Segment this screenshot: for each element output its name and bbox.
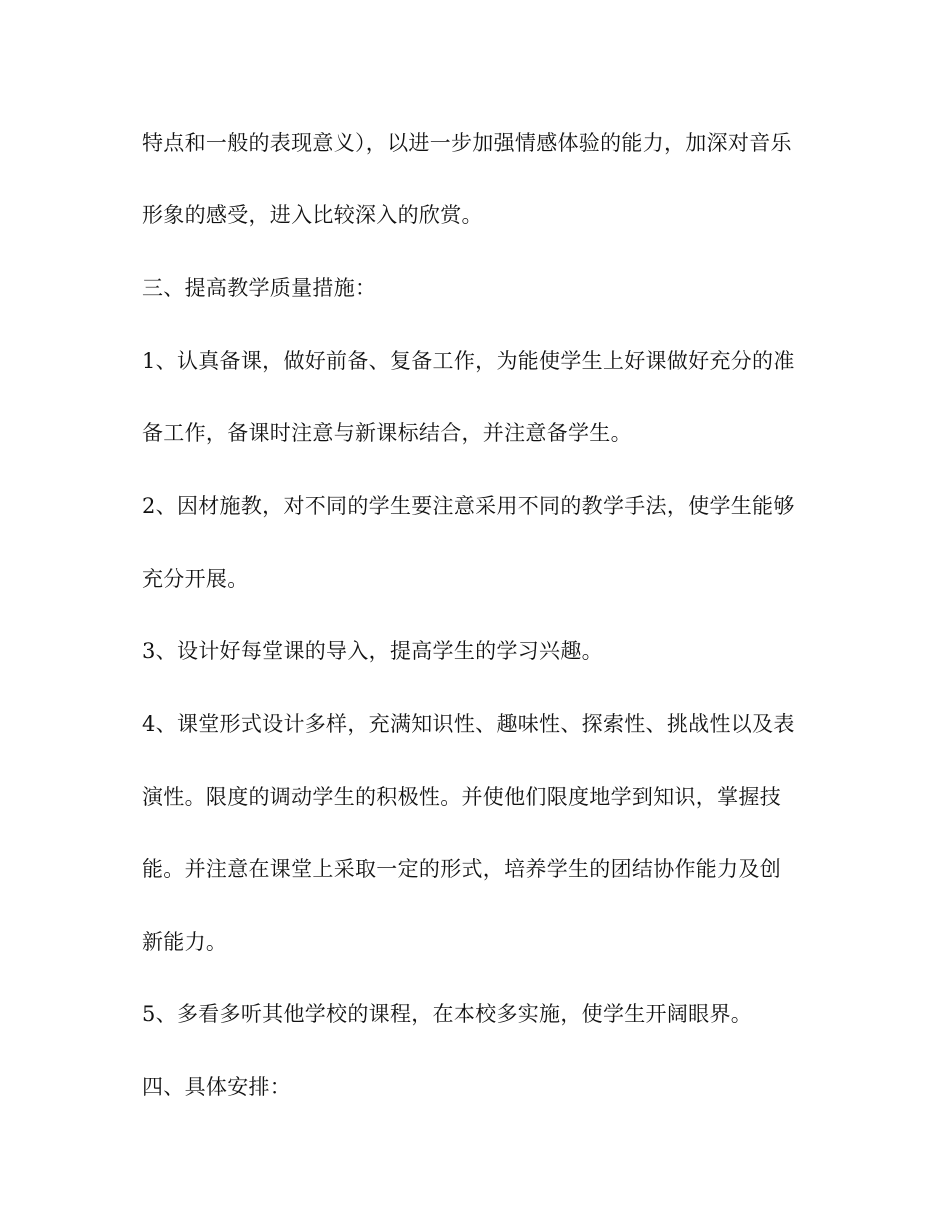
section-heading-4: 四、具体安排： (142, 1075, 292, 1099)
text-line-7: 充分开展。 (142, 567, 249, 591)
section-heading-3: 三、提高教学质量措施： (142, 276, 377, 300)
text-line-4: 1、认真备课，做好前备、复备工作，为能使学生上好课做好充分的准 (142, 349, 795, 373)
text-line-5: 备工作，备课时注意与新课标结合，并注意备学生。 (142, 421, 632, 445)
text-line-1: 特点和一般的表现意义），以进一步加强情感体验的能力，加深对音乐 (142, 131, 792, 155)
text-line-6: 2、因材施教，对不同的学生要注意采用不同的教学手法，使学生能够 (142, 494, 795, 518)
text-line-11: 能。并注意在课堂上采取一定的形式，培养学生的团结协作能力及创 (142, 857, 781, 881)
text-line-10: 演性。限度的调动学生的积极性。并使他们限度地学到知识，掌握技 (142, 785, 781, 809)
text-line-9: 4、课堂形式设计多样，充满知识性、趣味性、探索性、挑战性以及表 (142, 712, 795, 736)
text-line-13: 5、多看多听其他学校的课程，在本校多实施，使学生开阔眼界。 (142, 1002, 753, 1026)
text-line-8: 3、设计好每堂课的导入，提高学生的学习兴趣。 (142, 639, 603, 663)
text-line-12: 新能力。 (142, 930, 228, 954)
text-line-2: 形象的感受，进入比较深入的欣赏。 (142, 203, 483, 227)
